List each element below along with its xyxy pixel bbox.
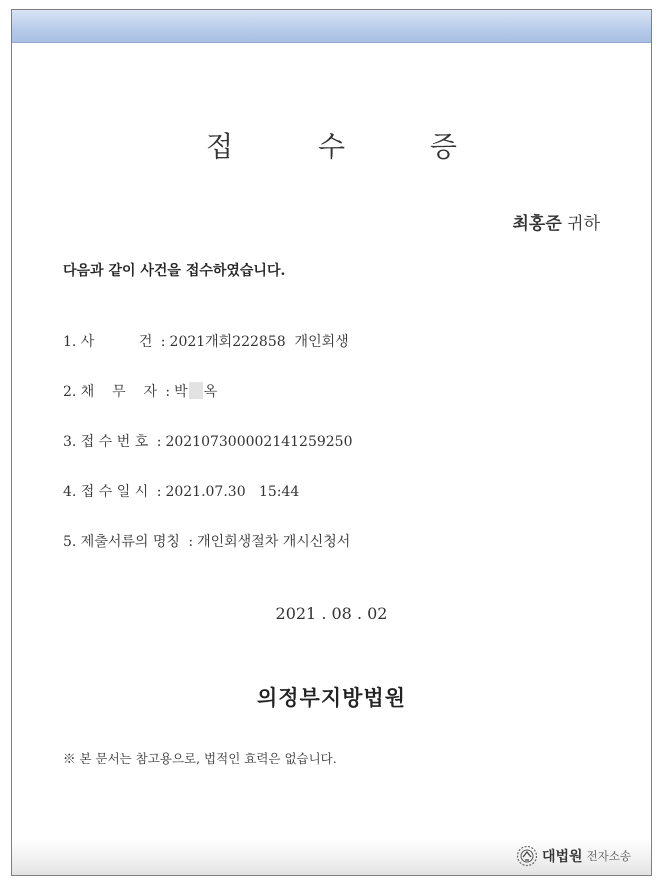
- supreme-court-emblem-icon: [516, 845, 538, 867]
- item-receipt-number: 3. 접 수 번 호 : 20210730000214125925​0: [63, 431, 353, 451]
- item-receipt-datetime: 4. 접 수 일 시 : 2021.07.30 15:44: [63, 481, 299, 501]
- issue-date: 2021 . 08 . 02: [275, 604, 388, 623]
- item-value: 2021개회222858 개인회생: [169, 334, 349, 350]
- item-label: 3. 접 수 번 호: [63, 434, 149, 450]
- item-label: 4. 접 수 일 시: [63, 484, 149, 500]
- item-document-name: 5. 제출서류의 명칭 : 개인회생절차 개시신청서: [63, 531, 350, 551]
- legal-notice: ※ 본 문서는 참고용으로, 법적인 효력은 없습니다.: [63, 751, 337, 766]
- top-header-band: [12, 10, 651, 43]
- recipient-suffix: 귀하: [561, 214, 600, 234]
- debtor-name-last: 옥: [203, 384, 218, 400]
- item-case: 1. 사 건 : 2021개회222858 개인회생: [63, 331, 349, 351]
- debtor-name-first: 박: [174, 384, 188, 400]
- item-value: 20210730000214125925​0: [165, 434, 353, 450]
- logo-main-text: 대법원: [541, 849, 583, 865]
- court-name: 의정부지방법원: [256, 685, 406, 710]
- item-label: 1. 사 건: [63, 334, 153, 350]
- item-label: 2. 채 무 자: [63, 384, 157, 400]
- item-label: 5. 제출서류의 명칭: [63, 534, 180, 550]
- recipient: [512, 209, 600, 234]
- redacted-block: [189, 382, 203, 399]
- document-page: [11, 9, 652, 876]
- item-debtor: 2. 채 무 자 : 박 옥: [63, 381, 217, 401]
- logo-sub-text: 전자소송: [586, 849, 631, 863]
- footer-band: [12, 839, 651, 875]
- document-title: 접 수 증: [206, 130, 495, 163]
- intro-text: 다음과 같이 사건을 접수하였습니다.: [63, 263, 286, 279]
- item-value: 2021.07.30 15:44: [165, 484, 300, 500]
- court-logo: [516, 845, 631, 867]
- item-value: 개인회생절차 개시신청서: [197, 534, 351, 550]
- recipient-name: 최홍준: [512, 214, 562, 234]
